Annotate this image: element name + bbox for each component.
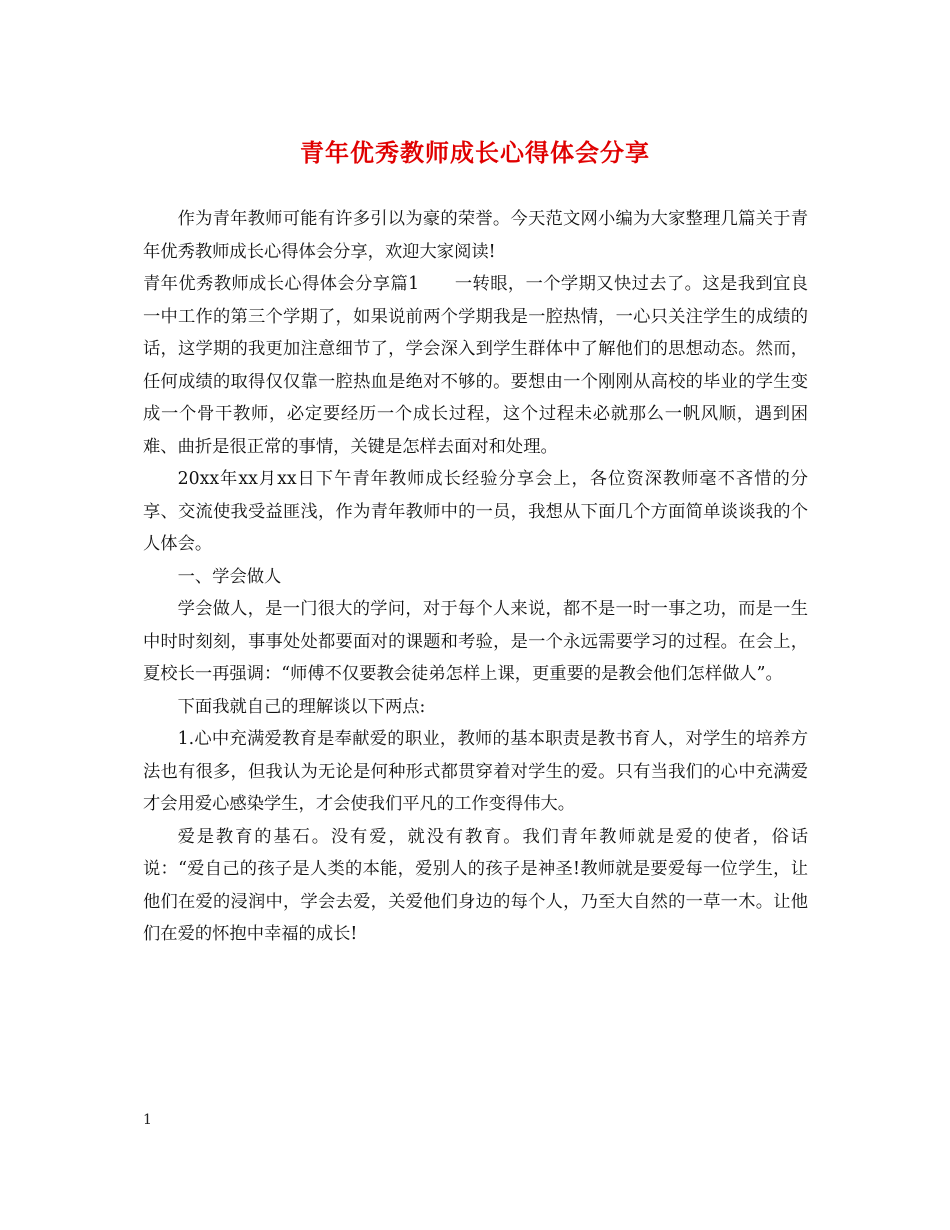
page-number: 1 xyxy=(143,1112,152,1128)
document-body xyxy=(143,203,808,951)
heading-learn-to-be-a-person: 一、学会做人 xyxy=(177,566,282,587)
paragraph-heart-full-of-love: 1.心中充满爱教育是奉献爱的职业，教师的基本职责是教书育人，对学生的培养方法也有很多，但我认为无论是何种形式都贯穿着对学生的爱。只有当我们的心中充满爱才会用爱心感染学生，才会使我们平凡的工作变得伟大。 xyxy=(143,729,808,814)
paragraph-intro: 作为青年教师可能有许多引以为豪的荣誉。今天范文网小编为大家整理几篇关于青年优秀教师成长心得体会分享，欢迎大家阅读! xyxy=(143,209,808,262)
document-title: 青年优秀教师成长心得体会分享 xyxy=(300,138,650,167)
paragraph-learn-to-be-a-person: 学会做人，是一门很大的学问，对于每个人来说，都不是一时一事之功，而是一生中时时刻刻，事事处处都要面对的课题和考验，是一个永远需要学习的过程。在会上，夏校长一再强调：“师傅不仅要教会徒弟怎样上课，更重要的是教会他们怎样做人”。 xyxy=(143,599,808,684)
paragraph-love-foundation: 爱是教育的基石。没有爱，就没有教育。我们青年教师就是爱的使者，俗话说：“爱自己的孩子是人类的本能，爱别人的孩子是神圣!教师就是要爱每一位学生，让他们在爱的浸润中，学会去爱，关爱他们身边的每个人，乃至大自然的一草一木。让他们在爱的怀抱中幸福的成长! xyxy=(143,826,808,944)
paragraph-meeting: 20xx年xx月xx日下午青年教师成长经验分享会上，各位资深教师毫不吝惜的分享、交流使我受益匪浅，作为青年教师中的一员，我想从下面几个方面简单谈谈我的个人体会。 xyxy=(143,469,808,554)
paragraph-section-1: 青年优秀教师成长心得体会分享篇1 一转眼，一个学期又快过去了。这是我到宜良一中工作的第三个学期了，如果说前两个学期我是一腔热情，一心只关注学生的成绩的话，这学期的我更加注意细节了，学会深入到学生群体中了解他们的思想动态。然而，任何成绩的取得仅仅靠一腔热血是绝对不够的。要想由一个刚刚从高校的毕业的学生变成一个骨干教师，必定要经历一个成长过程，这个过程未必就那么一帆风顺，遇到困难、曲折是很正常的事情，关键是怎样去面对和处理。 xyxy=(143,274,808,457)
paragraph-two-points: 下面我就自己的理解谈以下两点: xyxy=(177,696,426,717)
